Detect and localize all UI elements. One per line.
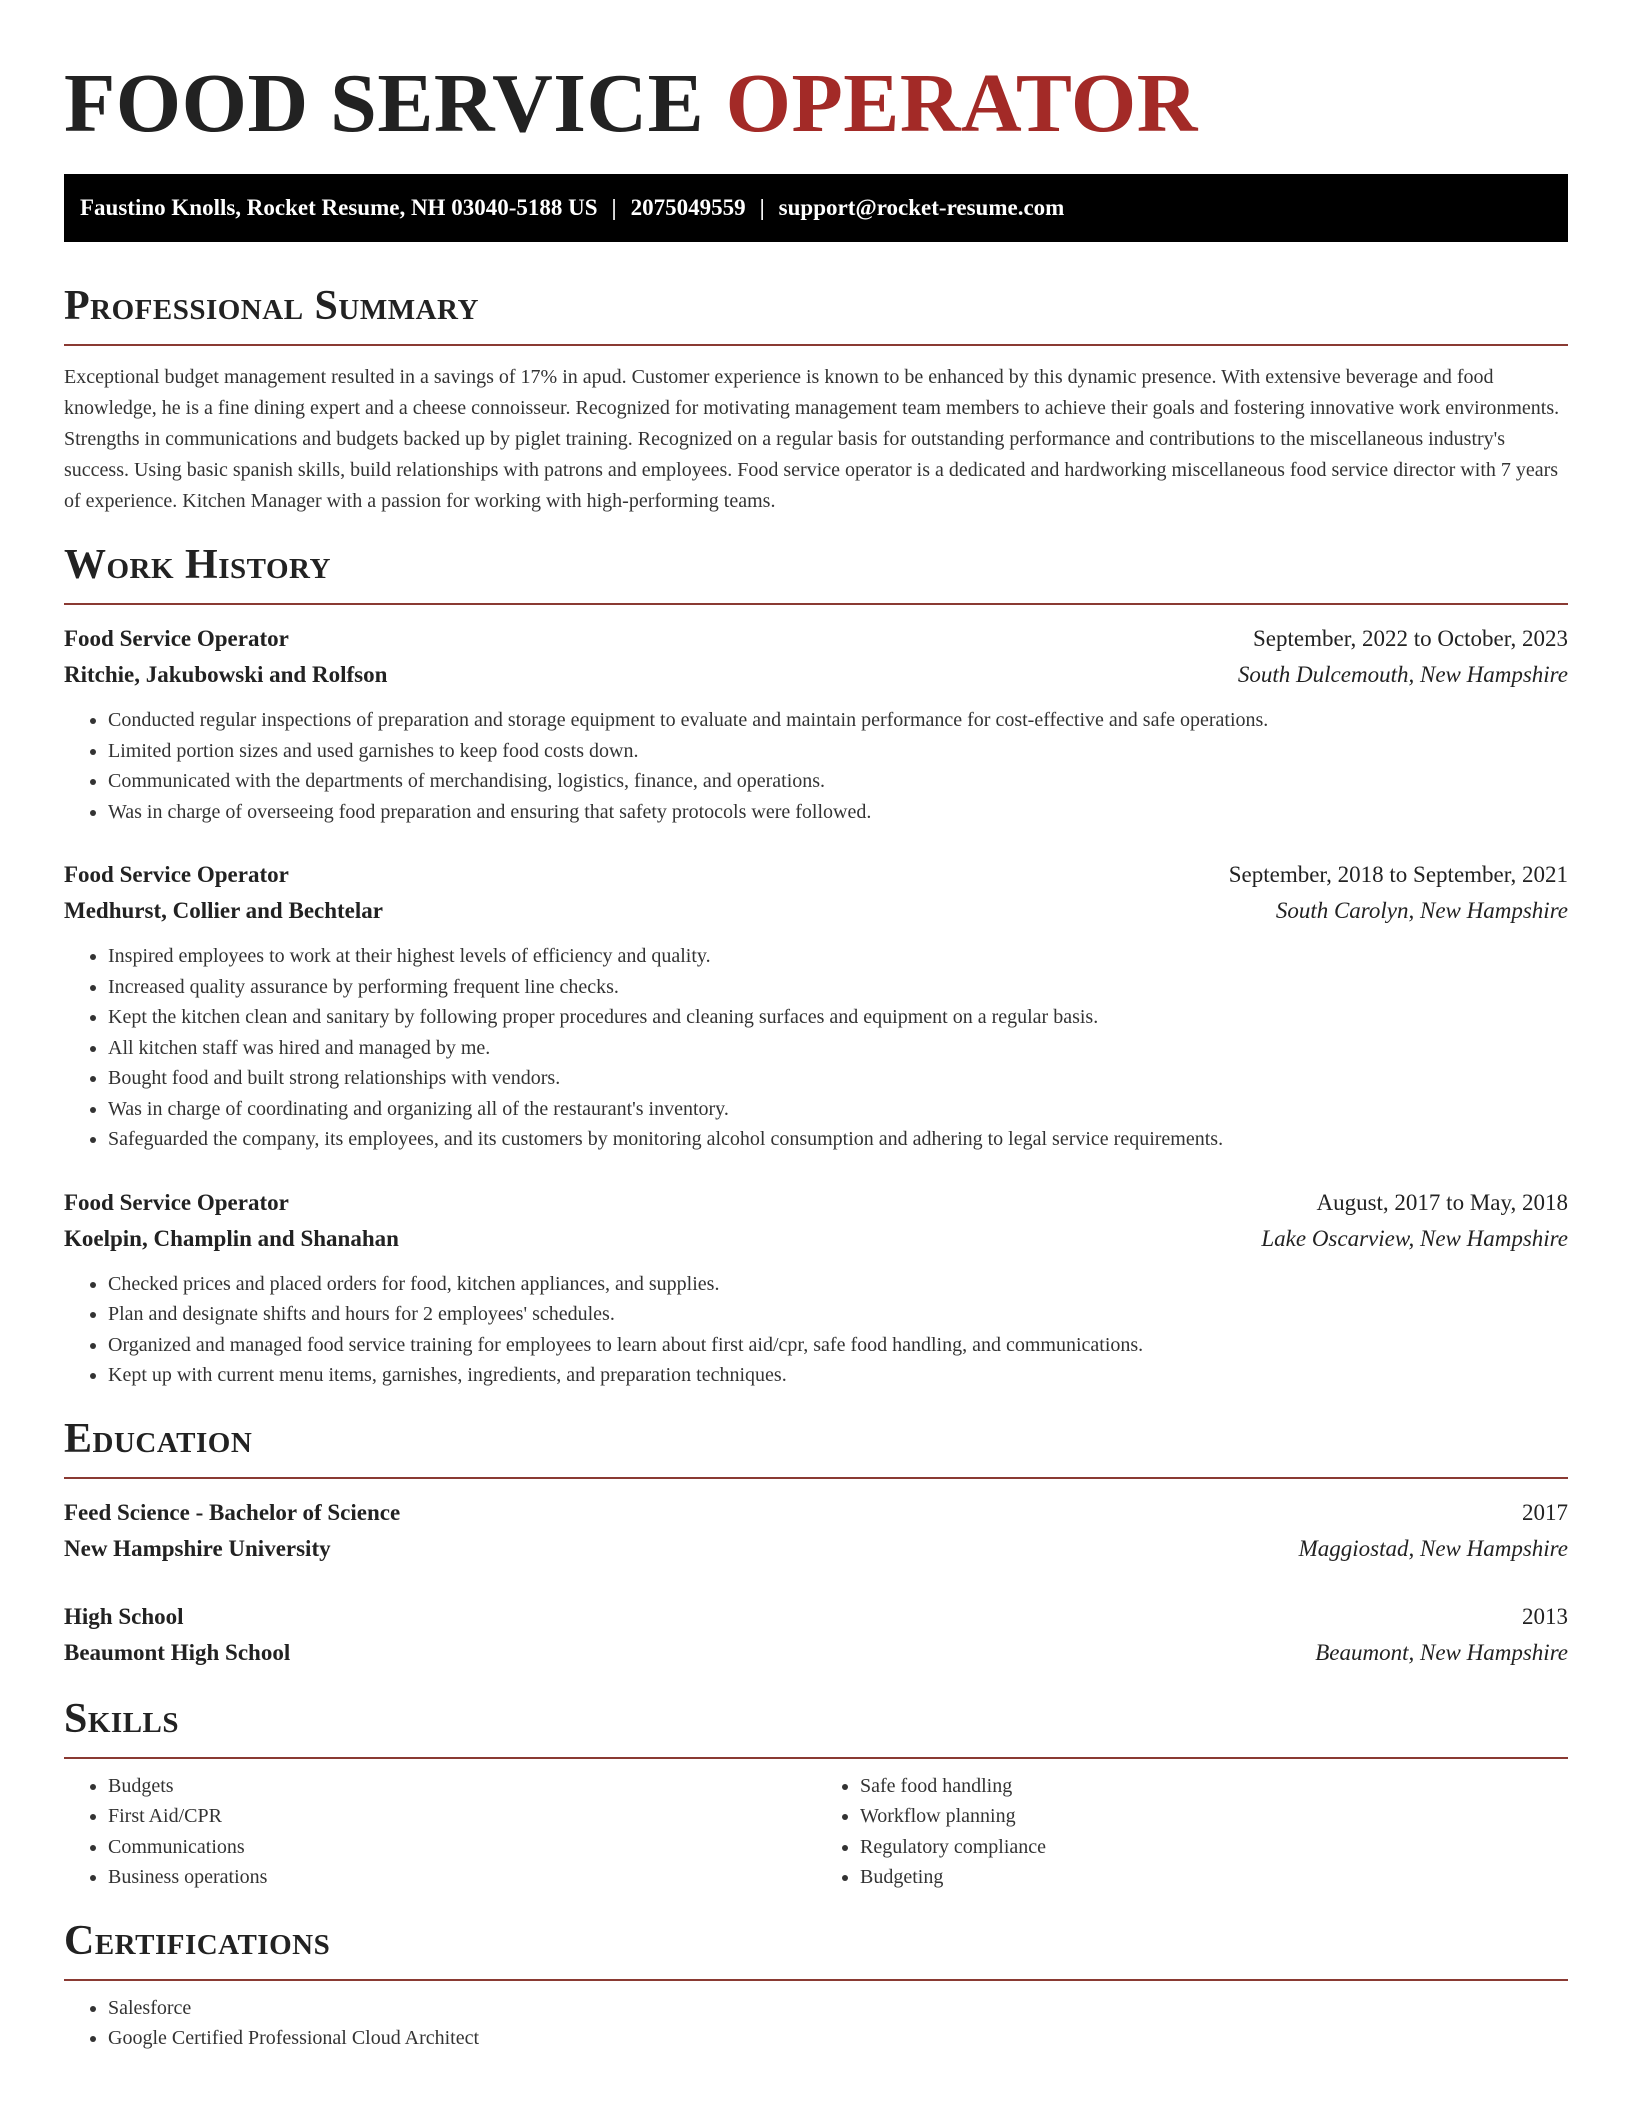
job-header-row: [64, 621, 1568, 657]
education-location: Maggiostad, New Hampshire: [1298, 1535, 1568, 1561]
job-bullet: • Kept the kitchen clean and sanitary by following proper procedures and cleaning surfaces and equipment on a regular basis.: [108, 1002, 1568, 1033]
section-heading: Professional Summary: [64, 283, 479, 329]
section-divider: [64, 1477, 1568, 1479]
job-bullets: [64, 941, 1568, 1155]
job-bullets: [64, 1269, 1568, 1391]
job-location: Lake Oscarview, New Hampshire: [1261, 1225, 1568, 1251]
work-history-section: [64, 541, 1568, 1391]
job-entry: [64, 621, 1568, 827]
title-main: FOOD SERVICE: [64, 57, 705, 150]
skill-item: • Safe food handling: [860, 1771, 1568, 1802]
job-bullet: • Conducted regular inspections of preparation and storage equipment to evaluate and maintain performance for cost-effective and safe operations.: [108, 705, 1568, 736]
education-header-row: [64, 1599, 1568, 1635]
contact-bar: [64, 174, 1568, 242]
job-bullets: [64, 705, 1568, 827]
skills-grid: [64, 1771, 1568, 1893]
certification-item: • Google Certified Professional Cloud Architect: [108, 2023, 1568, 2054]
skills-section: [64, 1695, 1568, 1893]
education-entry: [64, 1599, 1568, 1671]
education-location: Beaumont, New Hampshire: [1315, 1639, 1568, 1665]
job-entry: [64, 1185, 1568, 1391]
resume-title: [64, 0, 1568, 150]
education-year: 2013: [1522, 1603, 1568, 1629]
contact-address: Faustino Knolls, Rocket Resume, NH 03040-5188 US: [80, 195, 598, 220]
job-header-row: [64, 1185, 1568, 1221]
job-bullet: • Plan and designate shifts and hours for 2 employees' schedules.: [108, 1299, 1568, 1330]
job-title: Food Service Operator: [64, 862, 289, 887]
job-entry: [64, 857, 1568, 1155]
job-bullet: • Safeguarded the company, its employees, and its customers by monitoring alcohol consumption and adhering to legal service requirements.: [108, 1124, 1568, 1155]
job-company: Ritchie, Jakubowski and Rolfson: [64, 662, 388, 687]
job-bullet: • Bought food and built strong relationships with vendors.: [108, 1063, 1568, 1094]
job-header-row: [64, 857, 1568, 893]
job-bullet: • Communicated with the departments of merchandising, logistics, finance, and operations.: [108, 766, 1568, 797]
contact-separator: |: [759, 195, 765, 220]
education-header-row: [64, 1495, 1568, 1531]
education-degree: High School: [64, 1603, 184, 1629]
contact-email: support@rocket-resume.com: [778, 195, 1065, 220]
skill-item: • Business operations: [108, 1862, 816, 1893]
job-company-row: [64, 657, 1568, 693]
section-heading: Work History: [64, 542, 331, 588]
job-dates: September, 2018 to September, 2021: [1228, 862, 1568, 887]
job-bullet: • Organized and managed food service training for employees to learn about first aid/cpr, safe food handling, and communications.: [108, 1330, 1568, 1361]
education-degree: Feed Science - Bachelor of Science: [64, 1499, 401, 1525]
summary-text: Exceptional budget management resulted in a savings of 17% in apud. Customer experience is known to be enhanced by this dynamic presence. With extensive beverage and food knowledge, he is a fine dining expert and a cheese connoisseur. Recognized for motivating management team members to achieve their goals and fostering innovative work environments. Strengths in communications and budgets backed up by piglet training. Recognized on a regular basis for outstanding performance and contributions to the miscellaneous industry's success. Using basic spanish skills, build relationships with patrons and employees. Food service operator is a dedicated and hardworking miscellaneous food service director with 7 years of experience. Kitchen Manager with a passion for working with high-performing teams.: [64, 366, 1560, 512]
education-school: Beaumont High School: [64, 1639, 291, 1665]
job-bullet: • Limited portion sizes and used garnishes to keep food costs down.: [108, 736, 1568, 767]
contact-separator: |: [611, 195, 617, 220]
certifications-section: [64, 1917, 1568, 2054]
section-divider: [64, 344, 1568, 346]
section-divider: [64, 1979, 1568, 1981]
job-company: Medhurst, Collier and Bechtelar: [64, 898, 383, 923]
education-entry: [64, 1495, 1568, 1567]
summary-section: [64, 282, 1568, 517]
certification-item: • Salesforce: [108, 1993, 1568, 2024]
job-bullet: • Increased quality assurance by performing frequent line checks.: [108, 972, 1568, 1003]
skill-item: • First Aid/CPR: [108, 1801, 816, 1832]
education-year: 2017: [1522, 1499, 1568, 1525]
section-divider: [64, 1757, 1568, 1759]
contact-phone: 2075049559: [630, 195, 746, 220]
job-company-row: [64, 1221, 1568, 1257]
education-school-row: [64, 1635, 1568, 1671]
job-title: Food Service Operator: [64, 626, 289, 651]
skills-column-right: [816, 1771, 1568, 1893]
skill-item: • Budgeting: [860, 1862, 1568, 1893]
job-bullet: • Was in charge of overseeing food preparation and ensuring that safety protocols were followed.: [108, 797, 1568, 828]
section-heading: Certifications: [64, 1917, 331, 1964]
skill-item: • Communications: [108, 1832, 816, 1863]
section-divider: [64, 603, 1568, 605]
job-bullet: • Was in charge of coordinating and organizing all of the restaurant's inventory.: [108, 1094, 1568, 1125]
job-company-row: [64, 893, 1568, 929]
job-title: Food Service Operator: [64, 1189, 289, 1215]
section-heading: Education: [64, 1415, 253, 1462]
job-company: Koelpin, Champlin and Shanahan: [64, 1225, 399, 1251]
skills-column-left: [64, 1771, 816, 1893]
job-bullet: • Checked prices and placed orders for food, kitchen appliances, and supplies.: [108, 1269, 1568, 1300]
job-location: South Carolyn, New Hampshire: [1275, 898, 1568, 923]
certifications-list: [64, 1993, 1568, 2054]
section-heading: Skills: [64, 1695, 180, 1742]
title-accent: OPERATOR: [725, 57, 1198, 150]
job-bullet: • All kitchen staff was hired and managed by me.: [108, 1033, 1568, 1064]
education-school: New Hampshire University: [64, 1535, 331, 1561]
job-bullet: • Kept up with current menu items, garnishes, ingredients, and preparation techniques.: [108, 1360, 1568, 1391]
education-section: [64, 1415, 1568, 1671]
job-dates: September, 2022 to October, 2023: [1253, 626, 1568, 651]
skill-item: • Budgets: [108, 1771, 816, 1802]
job-dates: August, 2017 to May, 2018: [1316, 1189, 1568, 1215]
job-location: South Dulcemouth, New Hampshire: [1237, 662, 1568, 687]
skill-item: • Regulatory compliance: [860, 1832, 1568, 1863]
skill-item: • Workflow planning: [860, 1801, 1568, 1832]
education-school-row: [64, 1531, 1568, 1567]
job-bullet: • Inspired employees to work at their highest levels of efficiency and quality.: [108, 941, 1568, 972]
